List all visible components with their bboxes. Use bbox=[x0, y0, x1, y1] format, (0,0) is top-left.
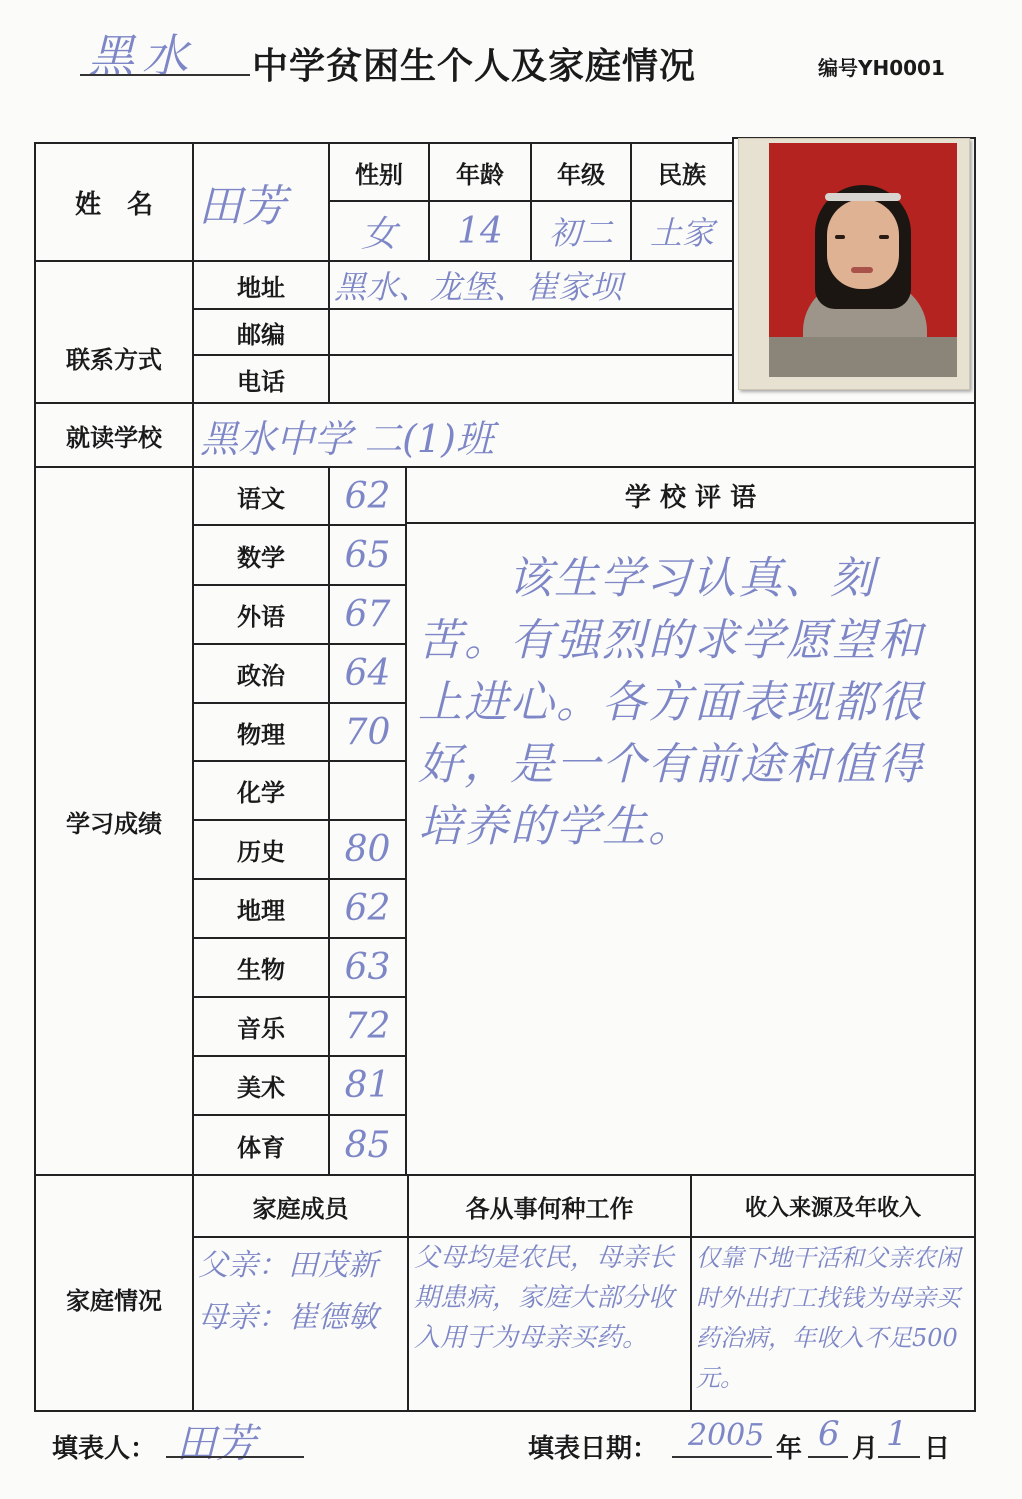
phone-value bbox=[330, 356, 732, 402]
grade-label: 年级 bbox=[557, 160, 605, 189]
grades-section-label: 学习成绩 bbox=[66, 809, 162, 838]
subject-score: 63 bbox=[344, 947, 391, 988]
postcode-value bbox=[330, 310, 732, 354]
family-section-label: 家庭情况 bbox=[66, 1286, 162, 1315]
name-label: 姓 名 bbox=[74, 189, 153, 220]
age-value: 14 bbox=[457, 210, 503, 252]
subject-score: 70 bbox=[344, 711, 391, 753]
contact-section-label: 联系方式 bbox=[66, 345, 162, 374]
student-photo bbox=[738, 138, 970, 390]
family-members-value: 父亲：田茂新 母亲：崔德敏 bbox=[198, 1248, 378, 1335]
date-label: 填表日期： bbox=[528, 1434, 659, 1464]
subject-name: 外语 bbox=[237, 603, 285, 631]
subject-score bbox=[330, 762, 405, 819]
subject-name: 生物 bbox=[237, 956, 285, 984]
page-title: 中学贫困生个人及家庭情况 bbox=[252, 46, 697, 87]
subject-row bbox=[194, 821, 405, 878]
subject-row bbox=[194, 704, 405, 760]
serial-value: YH0001 bbox=[858, 56, 945, 80]
subject-name: 音乐 bbox=[237, 1015, 285, 1043]
school-value: 黑水中学 二(1)班 bbox=[200, 416, 494, 461]
subject-name: 历史 bbox=[237, 838, 285, 866]
subject-name: 化学 bbox=[237, 779, 285, 807]
family-income-value: 仅靠下地干活和父亲农闲时外出打工找钱为母亲买药治病，年收入不足500元。 bbox=[696, 1244, 960, 1392]
county-name: 黑水 bbox=[88, 29, 196, 83]
address-label: 地址 bbox=[237, 273, 285, 302]
subject-row bbox=[194, 645, 405, 702]
filler-value: 田芳 bbox=[176, 1421, 256, 1467]
subject-name: 地理 bbox=[237, 897, 285, 925]
subject-name: 数学 bbox=[237, 543, 285, 572]
date-day-unit: 日 bbox=[924, 1434, 951, 1464]
date-year-underline bbox=[672, 1456, 772, 1458]
subject-score: 65 bbox=[344, 534, 391, 576]
subject-score: 85 bbox=[344, 1124, 391, 1166]
subject-score: 67 bbox=[344, 594, 391, 635]
phone-label: 电话 bbox=[237, 367, 285, 396]
subject-row bbox=[194, 880, 405, 937]
ethnicity-label: 民族 bbox=[658, 160, 706, 189]
subject-row bbox=[194, 526, 405, 584]
gender-label: 性别 bbox=[355, 160, 403, 189]
subject-row bbox=[194, 939, 405, 996]
ethnicity-value: 土家 bbox=[649, 214, 714, 252]
subject-score: 81 bbox=[344, 1065, 391, 1106]
date-month-underline bbox=[808, 1456, 848, 1458]
subject-row bbox=[194, 1057, 405, 1114]
subject-score: 64 bbox=[344, 653, 391, 694]
subject-score: 72 bbox=[344, 1006, 391, 1047]
subject-name: 语文 bbox=[237, 484, 285, 513]
family-income-label: 收入来源及年收入 bbox=[744, 1195, 921, 1221]
gender-value: 女 bbox=[360, 213, 397, 255]
school-comment-text: 该生学习认真、刻苦。有强烈的求学愿望和上进心。各方面表现都很好，是一个有前途和值得培养的学生。 bbox=[418, 553, 924, 852]
filler-label: 填表人： bbox=[52, 1434, 157, 1464]
date-day-value: 1 bbox=[886, 1414, 908, 1454]
school-label: 就读学校 bbox=[66, 423, 162, 452]
subject-score: 62 bbox=[344, 888, 391, 929]
subject-row bbox=[194, 468, 405, 524]
grade-value: 初二 bbox=[548, 214, 613, 252]
subject-score: 80 bbox=[344, 829, 391, 870]
address-value: 黑水、龙堡、崔家坝 bbox=[334, 268, 623, 306]
subject-score: 62 bbox=[344, 475, 391, 517]
subject-row bbox=[194, 762, 405, 819]
subject-name: 体育 bbox=[237, 1133, 285, 1162]
subject-row bbox=[194, 998, 405, 1055]
serial-label: 编号 bbox=[818, 56, 858, 80]
age-label: 年龄 bbox=[456, 160, 504, 189]
family-members-label: 家庭成员 bbox=[252, 1194, 349, 1223]
date-day-underline bbox=[878, 1456, 920, 1458]
subject-name: 政治 bbox=[237, 662, 285, 690]
subject-name: 美术 bbox=[237, 1074, 285, 1102]
subject-row bbox=[194, 586, 405, 643]
name-value: 田芳 bbox=[198, 181, 286, 232]
subject-row bbox=[194, 1116, 405, 1174]
postcode-label: 邮编 bbox=[237, 320, 285, 349]
family-work-value: 父母均是农民，母亲长期患病，家庭大部分收入用于为母亲买药。 bbox=[414, 1243, 675, 1353]
filler-underline bbox=[166, 1456, 304, 1458]
date-year-value: 2005 bbox=[688, 1418, 765, 1453]
school-comment-label: 学 校 评 语 bbox=[624, 482, 757, 513]
date-month-unit: 月 bbox=[852, 1434, 879, 1464]
subject-name: 物理 bbox=[237, 720, 285, 749]
family-work-label: 各从事何种工作 bbox=[465, 1194, 634, 1223]
date-month-value: 6 bbox=[818, 1414, 840, 1454]
date-year-unit: 年 bbox=[776, 1434, 803, 1464]
